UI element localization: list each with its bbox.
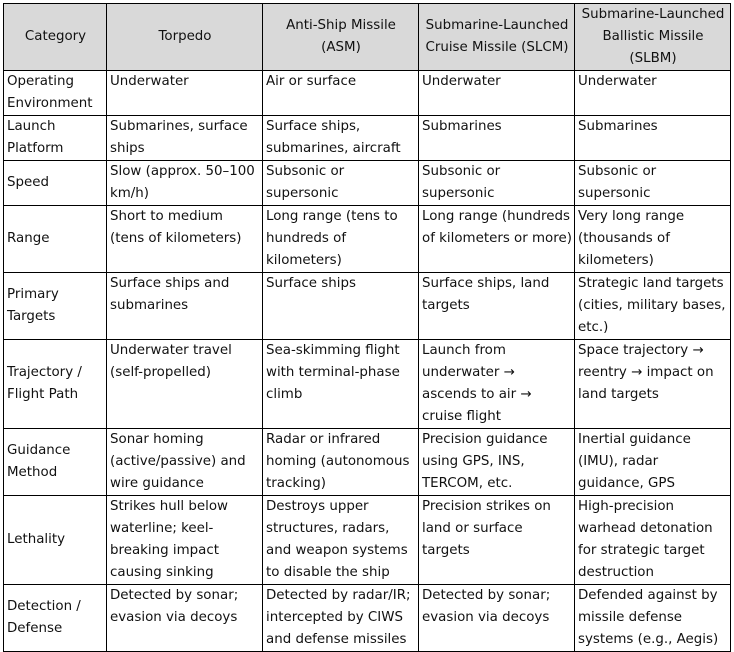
table-cell: Subsonic or supersonic	[263, 161, 419, 206]
table-cell: Sea-skimming flight with terminal-phase climb	[263, 340, 419, 429]
table-row	[4, 71, 731, 116]
table-cell: Surface ships	[263, 273, 419, 340]
table-cell: Surface ships, submarines, aircraft	[263, 116, 419, 161]
table-cell: Sonar homing (active/passive) and wire guidance	[107, 429, 263, 496]
table-cell: Submarines	[419, 116, 575, 161]
table-row	[4, 585, 731, 652]
table-cell: Strikes hull below waterline; keel-breaking impact causing sinking	[107, 496, 263, 585]
table-row	[4, 340, 731, 429]
header-row	[4, 4, 731, 71]
table-row	[4, 273, 731, 340]
table-cell: Radar or infrared homing (autonomous tracking)	[263, 429, 419, 496]
table-cell: Destroys upper structures, radars, and weapon systems to disable the ship	[263, 496, 419, 585]
row-category-label: Lethality	[4, 496, 107, 585]
row-category-label: Operating Environment	[4, 71, 107, 116]
table-cell: Strategic land targets (cities, military bases, etc.)	[575, 273, 731, 340]
row-category-label: Range	[4, 206, 107, 273]
row-category-label: Launch Platform	[4, 116, 107, 161]
table-cell: Surface ships, land targets	[419, 273, 575, 340]
table-cell: Detected by sonar; evasion via decoys	[419, 585, 575, 652]
table-row	[4, 496, 731, 585]
table-cell: Detected by radar/IR; intercepted by CIWS and defense missiles	[263, 585, 419, 652]
header-cell-asm: Anti-Ship Missile (ASM)	[263, 4, 419, 71]
table-row	[4, 116, 731, 161]
header-cell-category: Category	[4, 4, 107, 71]
table-cell: Subsonic or supersonic	[575, 161, 731, 206]
table-cell: Very long range (thousands of kilometers)	[575, 206, 731, 273]
table-cell: Underwater	[419, 71, 575, 116]
row-category-label: Trajectory / Flight Path	[4, 340, 107, 429]
table-cell: Precision guidance using GPS, INS, TERCOM, etc.	[419, 429, 575, 496]
table-row	[4, 429, 731, 496]
table-cell: Launch from underwater → ascends to air → cruise flight	[419, 340, 575, 429]
table-cell: Long range (tens to hundreds of kilometers)	[263, 206, 419, 273]
table-cell: Underwater	[575, 71, 731, 116]
table-cell: Precision strikes on land or surface targets	[419, 496, 575, 585]
comparison-table	[3, 3, 731, 652]
row-category-label: Guidance Method	[4, 429, 107, 496]
row-category-label: Detection / Defense	[4, 585, 107, 652]
header-cell-slbm: Submarine-Launched Ballistic Missile (SLBM)	[575, 4, 731, 71]
table-cell: Submarines	[575, 116, 731, 161]
table-cell: Space trajectory → reentry → impact on land targets	[575, 340, 731, 429]
table-cell: Air or surface	[263, 71, 419, 116]
table-cell: Short to medium (tens of kilometers)	[107, 206, 263, 273]
table-cell: Surface ships and submarines	[107, 273, 263, 340]
header-cell-slcm: Submarine-Launched Cruise Missile (SLCM)	[419, 4, 575, 71]
table-cell: Detected by sonar; evasion via decoys	[107, 585, 263, 652]
table-cell: Slow (approx. 50–100 km/h)	[107, 161, 263, 206]
table-cell: Inertial guidance (IMU), radar guidance, GPS	[575, 429, 731, 496]
table-cell: Long range (hundreds of kilometers or more)	[419, 206, 575, 273]
table-cell: High-precision warhead detonation for strategic target destruction	[575, 496, 731, 585]
header-cell-torpedo: Torpedo	[107, 4, 263, 71]
row-category-label: Speed	[4, 161, 107, 206]
table-cell: Underwater	[107, 71, 263, 116]
table-cell: Defended against by missile defense systems (e.g., Aegis)	[575, 585, 731, 652]
table-row	[4, 206, 731, 273]
table-cell: Submarines, surface ships	[107, 116, 263, 161]
table-cell: Subsonic or supersonic	[419, 161, 575, 206]
row-category-label: Primary Targets	[4, 273, 107, 340]
table-row	[4, 161, 731, 206]
table-cell: Underwater travel (self-propelled)	[107, 340, 263, 429]
